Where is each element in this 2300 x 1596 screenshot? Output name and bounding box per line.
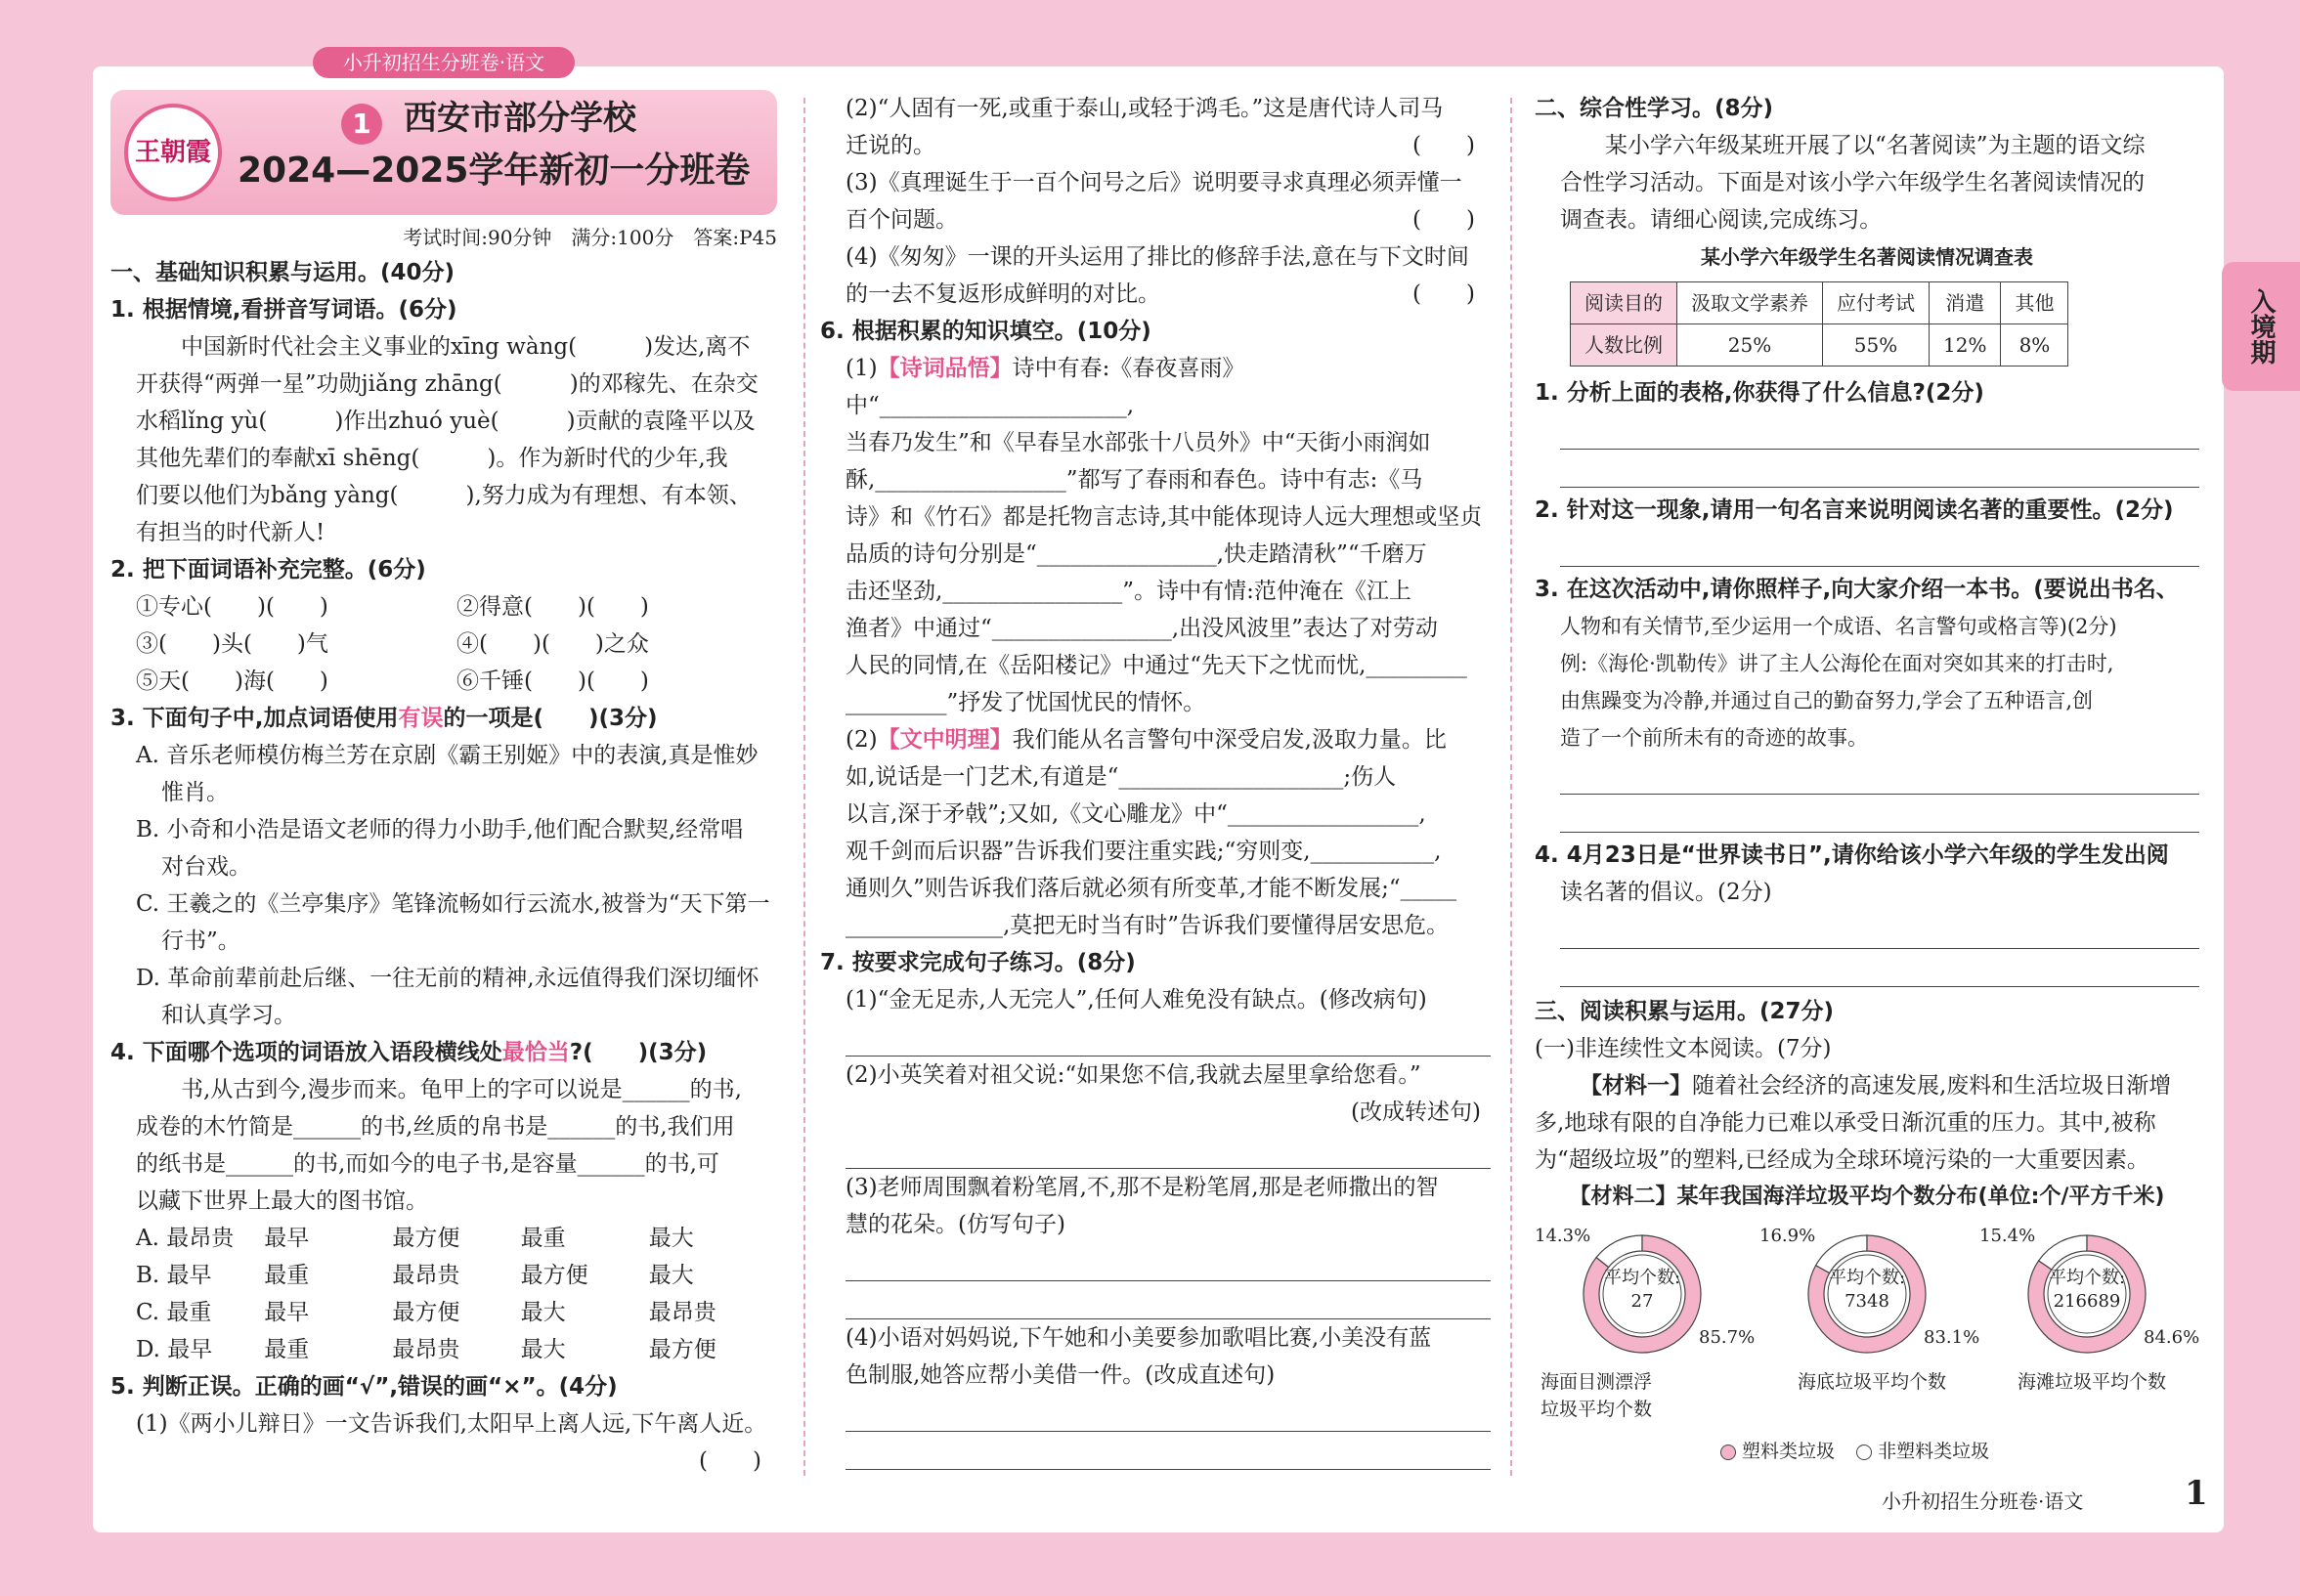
side-tab[interactable]: 入境期 [2222, 262, 2300, 391]
judge-item-4-cont: 的一去不复返形成鲜明的对比。 [846, 281, 1160, 307]
answer-line[interactable] [1560, 450, 2199, 488]
answer-line[interactable] [846, 1394, 1491, 1432]
example-text: 例:《海伦·凯勒传》讲了主人公海伦在面对突如其来的打击时, [1560, 652, 2114, 675]
fill-line[interactable]: 击还坚劲,________________”。诗中有情:范仲淹在《江上 [846, 579, 1411, 604]
sentence-task-1: (1)“金无足赤,人无完人”,任何人难免没有缺点。(修改病句) [846, 987, 1427, 1013]
highlight-word: 有误 [398, 706, 444, 731]
passage-line: 书,从古到今,漫步而来。龟甲上的字可以说是______的书, [181, 1077, 742, 1102]
question-stem: 1. 根据情境,看拼音写词语。(6分) [110, 297, 457, 323]
option-cell: 最昂贵 [392, 1337, 460, 1362]
option-cell: 最早 [264, 1300, 310, 1325]
text-line: 们要以他们为bǎng yàng( ),努力成为有理想、有本领、 [136, 483, 752, 508]
table-row [1571, 282, 2068, 324]
answer-line[interactable] [846, 1131, 1491, 1169]
nonplastic-pct: 14.3% [1535, 1226, 1591, 1246]
option-cell: 最重 [264, 1263, 310, 1288]
judge-item-4: (4)《匆匆》一课的开头运用了排比的修辞手法,意在与下文时间 [846, 244, 1469, 270]
center-label: 平均个数: [2048, 1268, 2126, 1288]
option-cell: 最重 [264, 1337, 310, 1362]
sentence-task-3-cont: 慧的花朵。(仿写句子) [846, 1212, 1065, 1237]
option-a[interactable]: A. 音乐老师模仿梅兰芳在京剧《霸王别姬》中的表演,真是惟妙 [136, 743, 759, 768]
sentence-task-2-req: (改成转述句) [1351, 1100, 1481, 1125]
fill-line[interactable]: 当春乃发生”和《早春呈水部张十八员外》中“天街小雨润如 [846, 430, 1431, 455]
legend-plastic-label: 塑料类垃圾 [1742, 1441, 1836, 1462]
question-1 [110, 291, 777, 551]
option-cell: D. 最早 [136, 1337, 213, 1362]
sentence-task-3: (3)老师周围飘着粉笔屑,不,那不是粉笔屑,那是老师撒出的智 [846, 1175, 1439, 1200]
answer-line[interactable] [1560, 756, 2199, 795]
judge-item-3-cont: 百个问题。 [846, 207, 958, 233]
option-cell: 最重 [520, 1226, 566, 1251]
question-stem: 3. 下面句子中,加点词语使用 [110, 706, 399, 731]
option-cell: 最大 [520, 1337, 566, 1362]
question-4 [110, 1034, 777, 1368]
answer-line[interactable] [846, 1281, 1491, 1319]
fill-line[interactable]: _________”抒发了忧国忧民的情怀。 [846, 690, 1206, 715]
series-badge: 小升初招生分班卷·语文 [313, 47, 575, 78]
fill-line[interactable]: 诗》和《竹石》都是托物言志诗,其中能体现诗人远大理想或坚贞 [846, 504, 1483, 530]
judge-item-1: (1)《两小儿辩日》一文告诉我们,太阳早上离人远,下午离人近。 [136, 1411, 767, 1437]
fill-line[interactable]: 人民的同情,在《岳阳楼记》中通过“先天下之忧而忧,_________ [846, 653, 1467, 678]
column-divider [1510, 98, 1512, 1476]
fill-line[interactable]: 我们能从名言警句中深受启发,汲取力量。比 [1012, 727, 1447, 753]
question-stem: 4. 4月23日是“世界读书日”,请你给该小学六年级的学生发出阅 [1535, 842, 2169, 868]
fill-line[interactable]: 如,说话是一门艺术,有道是“____________________;伤人 [846, 764, 1397, 790]
chart-label-line: 海面目测漂浮 [1541, 1371, 1653, 1393]
option-cell: 最大 [520, 1300, 566, 1325]
option-cell: 最方便 [392, 1226, 460, 1251]
option-b-cont: 对台戏。 [161, 854, 251, 880]
text-line: 开获得“两弹一星”功勋jiǎng zhāng( )的邓稼先、在杂交 [136, 371, 759, 397]
table-cell: 55% [1823, 324, 1930, 367]
plastic-pct: 85.7% [1699, 1327, 1756, 1348]
chart-label: 海滩垃圾平均个数 [2017, 1371, 2166, 1393]
page-number: 1 [2185, 1474, 2208, 1513]
highlight-word: 最恰当 [501, 1040, 570, 1065]
example-text: 由焦躁变为冷静,并通过自己的勤奋努力,学会了五种语言,创 [1560, 689, 2094, 712]
question-stem: 4. 下面哪个选项的词语放入语段横线处 [110, 1040, 502, 1065]
table-cell: 12% [1930, 324, 2001, 367]
text-line: 中国新时代社会主义事业的xīng wàng( )发达,离不 [181, 334, 751, 360]
passage-line: 以藏下世界上最大的图书馆。 [136, 1188, 428, 1214]
table-cell: 25% [1677, 324, 1823, 367]
section-heading: 二、综合性学习。(8分) [1535, 96, 1774, 121]
judge-item-2: (2)“人固有一死,或重于泰山,或轻于鸿毛。”这是唐代诗人司马 [846, 96, 1444, 121]
legend-nonplastic-label: 非塑料类垃圾 [1878, 1441, 1990, 1462]
column-2: (2)“人固有一死,或重于泰山,或轻于鸿毛。”这是唐代诗人司马 迁说的。 ( ) (3)《真理诞生于一百个问号之后》说明要寻求真理必须弄懂一 百个问题。 ( ) (4)《匆匆》一课的开头运用了排比的修辞手法,意在与下文时间 的一去不复返形成鲜明的对比。 ( ) 6. 根据积累的知识填空。(10分) (1)【诗词品悟】诗中有春:《春夜喜雨》中“______________________, 当春乃发生”和《早春呈水部张十八员外》中“天街小雨润如 酥,_________________”都写了春雨和春色。诗中有志:《马 诗》和《竹石》都是托物言志诗,其中能体现诗人远大理想或坚贞 品质的诗句分别是“________________,快走踏清秋”“千磨万 击还坚劲,________________”。诗中有情:范仲淹在《江上 渔者》中通过“________________,出没风波里”表达了对劳动 人民的同情,在《岳阳楼记》中通过“先天下之忧而忧,_________ _________”抒发了忧国忧民的情怀。 (2)【文中明理】我们能从名言警句中深受启发,汲取力量。比 如,说话是一门艺术,有道是“____________________;伤人 以言,深于矛戟”;又如,《文心雕龙》中“_________________, 观千剑而后识器”告诉我们要注重实践;“穷则变,___________, 通则久”则告诉我们落后就必须有所变革,才能不断发展;“_____ ______________,莫把无时当有时”告诉我们要懂得居安思危。 7. 按要求完成句子练习。(8分) (1)“金无足赤,人无完人”,任何人难免没有缺点。(修改病句) (2)小英笑着对祖父说:“如果您不信,我就去屋里拿给您看。” (改成转述句) (3)老师周围飘着粉笔屑,不,那不是粉笔屑,那是老师撒出的智 慧的花朵。(仿写句子) (4)小语对妈妈说,下午她和小美要参加歌唱比赛,小美没有蓝 色制服,她答应帮小美借一件。(改成直述句) [846, 90, 1491, 1470]
title-line2: 2024—2025学年新初一分班卷 [238, 151, 751, 191]
material-2-title: 【材料二】某年我国海洋垃圾平均个数分布(单位:个/平方千米) [1569, 1185, 2165, 1209]
option-c[interactable]: C. 王羲之的《兰亭集序》笔锋流畅如行云流水,被誉为“天下第一 [136, 891, 770, 917]
answer-paren[interactable]: ( ) [1412, 207, 1475, 233]
exam-info: 考试时间:90分钟 满分:100分 答案:P45 [403, 226, 777, 249]
paper-number: 1 [341, 104, 382, 145]
table-caption: 某小学六年级学生名著阅读情况调查表 [1701, 245, 2033, 269]
intro-line: 合性学习活动。下面是对该小学六年级学生名著阅读情况的 [1560, 170, 2145, 195]
donut-chart-2 [1759, 1216, 1984, 1411]
chart-label-line: 垃圾平均个数 [1541, 1399, 1653, 1420]
material-text: 为“超级垃圾”的塑料,已经成为全球环境污染的一大重要因素。 [1535, 1147, 2149, 1173]
option-cell: 最大 [648, 1226, 694, 1251]
survey-table [1570, 281, 2068, 367]
material-text: 随着社会经济的高速发展,废料和生活垃圾日渐增 [1692, 1073, 2172, 1099]
option-d[interactable] [110, 1331, 777, 1368]
fill-item[interactable]: ⑤天( )海( ) [136, 669, 328, 694]
option-b[interactable] [110, 1257, 777, 1294]
nonplastic-pct: 15.4% [1979, 1226, 2036, 1246]
sentence-task-4: (4)小语对妈妈说,下午她和小美要参加歌唱比赛,小美没有蓝 [846, 1325, 1432, 1351]
option-cell: 最昂贵 [392, 1263, 460, 1288]
table-cell: 汲取文学素养 [1677, 282, 1823, 324]
option-c[interactable] [110, 1294, 777, 1331]
table-cell: 消遣 [1930, 282, 2001, 324]
nonplastic-pct: 16.9% [1759, 1226, 1816, 1246]
donut-center [1799, 1226, 1935, 1314]
fill-line[interactable]: 以言,深于矛戟”;又如,《文心雕龙》中“_________________, [846, 801, 1426, 827]
fill-item[interactable]: ②得意( )( ) [456, 594, 649, 620]
sentence-task-2: (2)小英笑着对祖父说:“如果您不信,我就去屋里拿给您看。” [846, 1062, 1421, 1088]
text-line: 有担当的时代新人! [136, 520, 325, 545]
material-text: 多,地球有限的自净能力已难以承受日渐沉重的压力。其中,被称 [1535, 1110, 2156, 1136]
title-line1: 西安市部分学校 [404, 99, 636, 138]
option-a[interactable] [110, 1220, 777, 1257]
question-stem: 5. 判断正误。正确的画“√”,错误的画“×”。(4分) [110, 1374, 618, 1400]
fill-line[interactable]: 诗中有春:《春夜喜雨》中“______________________, [846, 356, 1245, 418]
question-stem: 7. 按要求完成句子练习。(8分) [820, 950, 1136, 975]
option-cell: 最大 [648, 1263, 694, 1288]
table-row [1571, 324, 2068, 367]
chart-legend [1535, 1433, 2199, 1470]
option-cell: 最方便 [648, 1337, 716, 1362]
option-cell: 最方便 [392, 1300, 460, 1325]
center-label: 平均个数: [1828, 1268, 1906, 1288]
answer-line[interactable] [846, 1432, 1491, 1470]
question-stem: 2. 把下面词语补充完整。(6分) [110, 557, 426, 582]
option-a-cont: 惟肖。 [161, 780, 229, 805]
question-stem: 3. 在这次活动中,请你照样子,向大家介绍一本书。(要说出书名、 [1535, 577, 2179, 602]
answer-line[interactable] [1560, 529, 2199, 567]
donut-chart-1 [1535, 1216, 1759, 1420]
legend-nonplastic-swatch [1856, 1445, 1872, 1460]
subsection-heading: (一)非连续性文本阅读。(7分) [1535, 1036, 1832, 1061]
option-c-cont: 行书”。 [161, 928, 240, 954]
title-banner [110, 90, 777, 215]
table-cell: 阅读目的 [1571, 282, 1677, 324]
option-cell: B. 最早 [136, 1263, 212, 1288]
sentence-task-4-cont: 色制服,她答应帮小美借一件。(改成直述句) [846, 1362, 1276, 1388]
center-value: 27 [1630, 1291, 1654, 1312]
fill-item[interactable]: ①专心( )( ) [136, 594, 328, 620]
donut-chart-3 [1979, 1216, 2204, 1411]
text-line: 水稻lǐng yù( )作出zhuó yuè( )贡献的袁隆平以及 [136, 409, 756, 434]
plastic-pct: 83.1% [1924, 1327, 1980, 1348]
column-divider [803, 98, 805, 1476]
judge-item-2-cont: 迁说的。 [846, 133, 935, 158]
donut-center [1574, 1226, 1711, 1314]
option-cell: A. 最昂贵 [136, 1226, 235, 1251]
option-d[interactable]: D. 革命前辈前赴后继、一往无前的精神,永远值得我们深切缅怀 [136, 966, 759, 991]
answer-paren[interactable]: ( ) [699, 1448, 761, 1474]
column-1 [110, 90, 777, 1480]
center-value: 216689 [2053, 1291, 2121, 1312]
answer-paren[interactable]: ( ) [1412, 281, 1475, 307]
fill-line[interactable]: 观千剑而后识器”告诉我们要注重实践;“穷则变,___________, [846, 839, 1442, 864]
fill-line[interactable]: 通则久”则告诉我们落后就必须有所变革,才能不断发展;“_____ [846, 876, 1457, 901]
answer-line[interactable] [1560, 411, 2199, 450]
text-line: 其他先辈们的奉献xī shēng( )。作为新时代的少年,我 [136, 446, 728, 471]
answer-line[interactable] [1560, 911, 2199, 949]
question-stem: ?( )(3分) [569, 1040, 708, 1065]
section-heading: 三、阅读积累与运用。(27分) [1535, 999, 1835, 1024]
chart-label: 海底垃圾平均个数 [1797, 1371, 1946, 1393]
fill-line[interactable]: 渔者》中通过“________________,出没风波里”表达了对劳动 [846, 616, 1438, 641]
column-3 [1535, 90, 2199, 1470]
chart-label [1541, 1368, 1765, 1423]
answer-paren[interactable]: ( ) [1412, 133, 1475, 158]
table-cell: 其他 [2001, 282, 2068, 324]
answer-line[interactable] [846, 1018, 1491, 1057]
section-heading: 一、基础知识积累与运用。(40分) [110, 260, 456, 285]
fill-item[interactable]: ④( )( )之众 [456, 631, 649, 657]
brand-logo-icon: 王朝霞 [124, 104, 222, 201]
question-stem: 的一项是( )(3分) [443, 706, 658, 731]
center-label: 平均个数: [1603, 1268, 1681, 1288]
question-stem: 1. 分析上面的表格,你获得了什么信息?(2分) [1535, 380, 1984, 406]
question-text: 读名著的倡议。(2分) [1560, 880, 1772, 905]
fill-line[interactable]: 品质的诗句分别是“________________,快走踏清秋”“千磨万 [846, 541, 1427, 567]
passage-line: 成卷的木竹简是______的书,丝质的帛书是______的书,我们用 [136, 1114, 735, 1140]
question-5 [110, 1368, 777, 1480]
tag-poetry: 【诗词品悟】 [877, 355, 1013, 381]
judge-item-3: (3)《真理诞生于一百个问号之后》说明要寻求真理必须弄懂一 [846, 170, 1462, 195]
fill-line[interactable]: 酥,_________________”都写了春雨和春色。诗中有志:《马 [846, 467, 1423, 493]
option-b[interactable]: B. 小奇和小浩是语文老师的得力小助手,他们配合默契,经常唱 [136, 817, 744, 842]
question-text: 人物和有关情节,至少运用一个成语、名言警句或格言等)(2分) [1560, 615, 2117, 638]
option-cell: C. 最重 [136, 1300, 212, 1325]
fill-item[interactable]: ⑥千锤( )( ) [456, 669, 649, 694]
donut-center [2018, 1226, 2155, 1314]
tag-reason: 【文中明理】 [877, 726, 1013, 753]
question-stem: 2. 针对这一现象,请用一句名言来说明阅读名著的重要性。(2分) [1535, 497, 2174, 523]
question-stem: 6. 根据积累的知识填空。(10分) [820, 319, 1151, 344]
intro-line: 某小学六年级某班开展了以“名著阅读”为主题的语文综 [1605, 133, 2146, 158]
center-value: 7348 [1844, 1291, 1889, 1312]
intro-line: 调查表。请细心阅读,完成练习。 [1560, 207, 1883, 233]
answer-line[interactable] [846, 1243, 1491, 1281]
fill-line[interactable]: ______________,莫把无时当有时”告诉我们要懂得居安思危。 [846, 913, 1450, 938]
table-cell: 应付考试 [1823, 282, 1930, 324]
footer-series: 小升初招生分班卷·语文 [1882, 1489, 2084, 1513]
material-tag: 【材料一】 [1580, 1073, 1692, 1099]
example-text: 造了一个前所未有的奇迹的故事。 [1560, 726, 1868, 750]
option-cell: 最早 [264, 1226, 310, 1251]
answer-line[interactable] [1560, 795, 2199, 833]
fill-item[interactable]: ③( )头( )气 [136, 631, 328, 657]
option-cell: 最昂贵 [648, 1300, 716, 1325]
table-cell: 人数比例 [1571, 324, 1677, 367]
table-cell: 8% [2001, 324, 2068, 367]
option-d-cont: 和认真学习。 [161, 1003, 296, 1028]
question-3 [110, 700, 777, 1034]
donut-chart-group [1535, 1216, 2200, 1420]
legend-plastic-swatch [1720, 1445, 1736, 1460]
plastic-pct: 84.6% [2144, 1327, 2200, 1348]
passage-line: 的纸书是______的书,而如今的电子书,是容量______的书,可 [136, 1151, 719, 1177]
answer-line[interactable] [1560, 949, 2199, 987]
option-cell: 最方便 [520, 1263, 588, 1288]
question-2 [110, 551, 777, 700]
